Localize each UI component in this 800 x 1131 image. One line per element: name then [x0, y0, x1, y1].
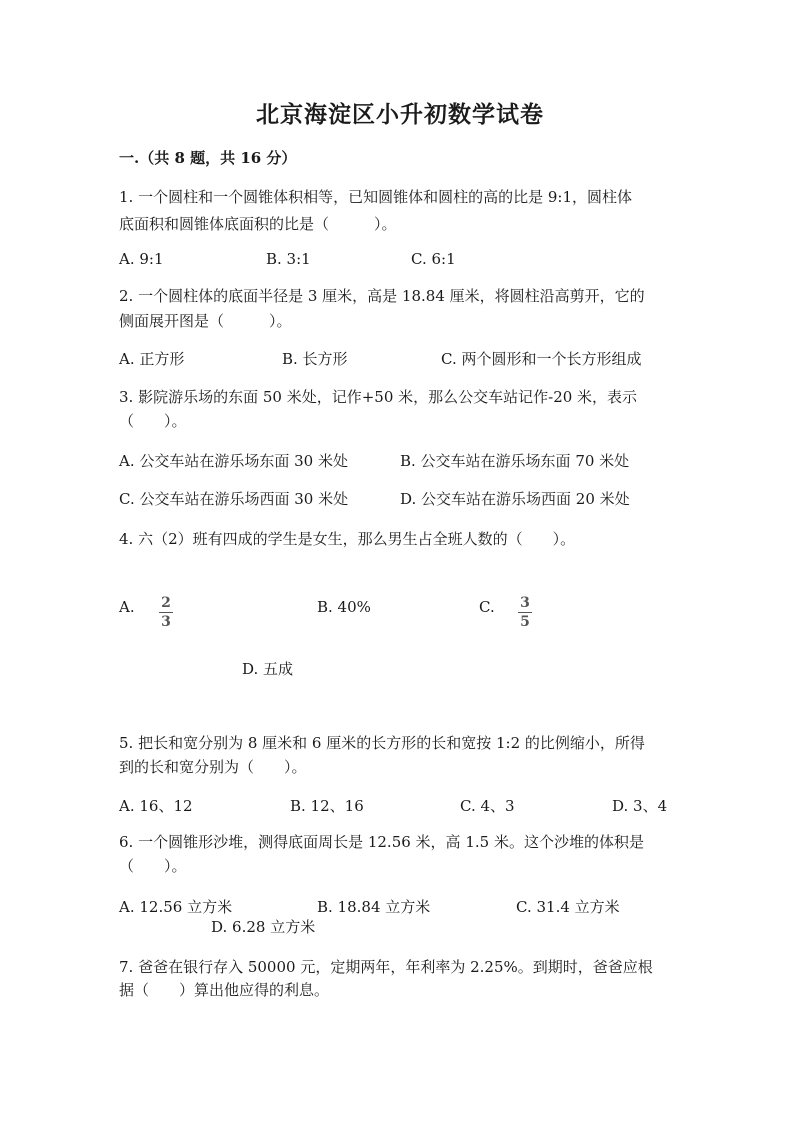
- question-5-line-2: 到的长和宽分别为（ ）。: [119, 758, 307, 776]
- fraction-numerator: 2: [161, 595, 171, 611]
- question-4-option-a-fraction: [159, 592, 173, 630]
- fraction-numerator: 3: [520, 595, 530, 611]
- question-6-option-d: D. 6.28 立方米: [211, 918, 316, 936]
- question-4-option-d: D. 五成: [242, 660, 294, 678]
- question-1-line-1: 1. 一个圆柱和一个圆锥体积相等，已知圆锥体和圆柱的高的比是 9:1，圆柱体: [119, 188, 632, 206]
- question-2-option-c: C. 两个圆形和一个长方形组成: [441, 350, 642, 368]
- question-2-line-1: 2. 一个圆柱体的底面半径是 3 厘米，高是 18.84 厘米，将圆柱沿高剪开，它的: [119, 287, 645, 305]
- question-3-option-a: A. 公交车站在游乐场东面 30 米处: [119, 452, 348, 470]
- question-3-line-1: 3. 影院游乐场的东面 50 米处，记作+50 米，那么公交车站记作-20 米，表示: [119, 388, 638, 406]
- question-4-line-1: 4. 六（2）班有四成的学生是女生，那么男生占全班人数的（ ）。: [119, 530, 576, 548]
- question-3-option-c: C. 公交车站在游乐场西面 30 米处: [119, 490, 349, 508]
- question-4-option-b: B. 40%: [317, 598, 371, 616]
- question-6-option-c: C. 31.4 立方米: [516, 898, 620, 916]
- question-1-option-c: C. 6:1: [411, 250, 456, 268]
- question-4-option-a-label: A.: [119, 598, 135, 616]
- question-6-option-a: A. 12.56 立方米: [119, 898, 233, 916]
- question-1-option-a: A. 9:1: [119, 250, 164, 268]
- question-1-option-b: B. 3:1: [266, 250, 311, 268]
- fraction-denominator: 3: [161, 614, 171, 630]
- question-3-option-d: D. 公交车站在游乐场西面 20 米处: [400, 490, 630, 508]
- question-2-line-2: 侧面展开图是（ ）。: [119, 312, 292, 330]
- question-7-line-2: 据（ ）算出他应得的利息。: [119, 981, 330, 999]
- fraction-bar: [518, 612, 532, 613]
- question-5-line-1: 5. 把长和宽分别为 8 厘米和 6 厘米的长方形的长和宽按 1:2 的比例缩小，所得: [119, 734, 645, 752]
- question-6-option-b: B. 18.84 立方米: [317, 898, 431, 916]
- question-6-line-1: 6. 一个圆锥形沙堆，测得底面周长是 12.56 米，高 1.5 米。这个沙堆的体积是: [119, 833, 644, 851]
- fraction-bar: [159, 612, 173, 613]
- question-2-option-b: B. 长方形: [282, 350, 348, 368]
- question-4-option-c-fraction: [518, 592, 532, 630]
- question-5-option-b: B. 12、16: [290, 797, 364, 815]
- question-6-line-2: （ ）。: [119, 857, 187, 875]
- question-5-option-d: D. 3、4: [612, 797, 668, 815]
- question-5-option-c: C. 4、3: [460, 797, 515, 815]
- question-7-line-1: 7. 爸爸在银行存入 50000 元，定期两年，年利率为 2.25%。到期时，爸爸应根: [119, 958, 653, 976]
- question-2-option-a: A. 正方形: [119, 350, 185, 368]
- question-3-option-b: B. 公交车站在游乐场东面 70 米处: [400, 452, 630, 470]
- page-title: 北京海淀区小升初数学试卷: [256, 101, 544, 128]
- fraction-denominator: 5: [520, 614, 530, 630]
- question-3-line-2: （ ）。: [119, 412, 187, 430]
- question-1-line-2: 底面积和圆锥体底面积的比是（ ）。: [119, 215, 397, 233]
- question-4-option-c-label: C.: [479, 598, 495, 616]
- question-5-option-a: A. 16、12: [119, 797, 193, 815]
- section-header: 一.（共 8 题，共 16 分）: [119, 149, 297, 167]
